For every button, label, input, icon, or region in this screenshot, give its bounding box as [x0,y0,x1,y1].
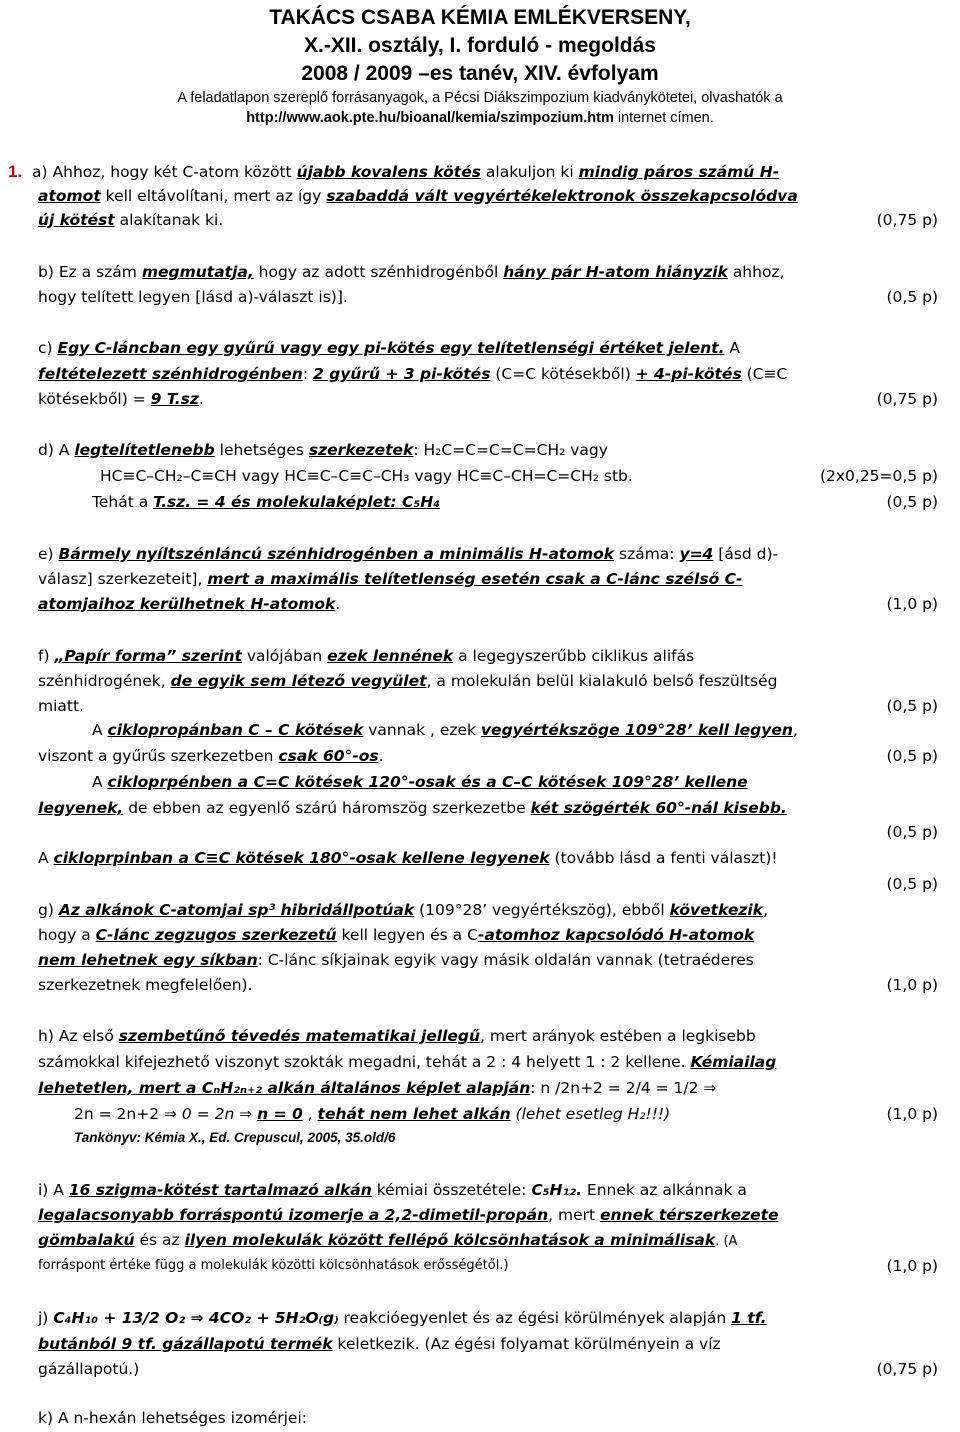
answer-j-line2: butánból 9 tf. gázállapotú termék keletkezik. (Az égési folyamat körülményein a víz [38,1335,721,1353]
answer-j-line1: j) C₄H₁₀ + 13/2 O₂ ⇒ 4CO₂ + 5H₂O₍g₎ reakcióegyenlet és az égési körülmények alapján 1 tf. [38,1309,767,1327]
answer-g-line4: szerkezetnek megfelelően). [38,976,253,994]
answer-f-line5-score: (0,5 p) [886,747,938,765]
question-number: 1. [8,162,23,181]
answer-d-line1: d) A legtelítetlenebb lehetséges szerkezetek: H₂C=C=C=C=CH₂ vagy [38,441,608,459]
answer-f-line9: A cikloprpinban a C≡C kötések 180°-osak kellene legyenek (tovább lásd a fenti választ)! [38,849,778,867]
answer-i-line4: forráspont értéke függ a molekulák közötti kölcsönhatások erősségétől.) [38,1258,509,1273]
answer-j-line3: gázállapotú.) [38,1360,140,1378]
answer-a-line3: új kötést alakítanak ki. [38,211,224,229]
answer-h-line4: 2n = 2n+2 ⇒ 0 = 2n ⇒ n = 0 , tehát nem lehet alkán (lehet esetleg H₂!!!) [74,1105,671,1123]
answer-f-line2: szénhidrogének, de egyik sem létező vegyület, a molekulán belül kialakuló belső feszültség [38,672,778,690]
answer-a-score: (0,75 p) [876,211,938,229]
answer-f-line3: miatt. [38,697,84,715]
answer-f-line4: A ciklopropánban C – C kötések vannak , ezek vegyértékszöge 109°28’ kell legyen, [92,721,798,739]
doc-title-line1: TAKÁCS CSABA KÉMIA EMLÉKVERSENY, [269,6,691,29]
answer-i-line1: i) A 16 szigma-kötést tartalmazó alkán kémiai összetétele: C₅H₁₂. Ennek az alkánnak a [38,1181,747,1199]
answer-d-score: (0,5 p) [886,493,938,511]
answer-e-score: (1,0 p) [886,595,938,613]
answer-d-line3: Tehát a T.sz. = 4 és molekulaképlet: C₅H₄ [92,493,441,511]
answer-d-line2: HC≡C–CH₂–C≡CH vagy HC≡C–C≡C–CH₃ vagy HC≡C–CH=C=CH₂ stb. [100,467,633,485]
answer-f-line7: legyenek, de ebben az egyenlő szárú háromszög szerkezetbe két szögérték 60°-nál kisebb. [38,799,787,817]
answer-i-score: (1,0 p) [886,1257,938,1275]
answer-g-line3: nem lehetnek egy síkban: C-lánc síkjainak egyik vagy másik oldalán vannak (tetraéderes [38,951,754,969]
answer-h-line2: számokkal kifejezhető viszonyt szokták megadni, tehát a 2 : 4 helyett 1 : 2 kellene. Kémiailag [38,1053,777,1071]
doc-title-line2: X.-XII. osztály, I. forduló - megoldás [304,34,656,57]
answer-e-line1: e) Bármely nyíltszénláncú szénhidrogénben a minimális H-atomok száma: y=4 [ásd d)- [38,545,779,563]
answer-i-line3: gömbalakú és az ilyen molekulák között fellépő kölcsönhatások a minimálisak. (A [38,1231,738,1249]
answer-a-line1: 1. a) Ahhoz, hogy két C-atom között újabb kovalens kötés alakuljon ki mindig páros számú H- [8,162,780,181]
answer-f-line5: viszont a gyűrűs szerkezetben csak 60°-os. [38,747,384,765]
answer-f-line3-score: (0,5 p) [886,697,938,715]
answer-f-line1: f) „Papír forma” szerint valójában ezek lennének a legegyszerűbb ciklikus alifás [38,647,695,665]
answer-b-line1: b) Ez a szám megmutatja, hogy az adott szénhidrogénből hány pár H-atom hiányzik ahhoz, [38,263,785,281]
answer-b-score: (0,5 p) [886,288,938,306]
doc-source-url: http://www.aok.pte.hu/bioanal/kemia/szimpozium.htm internet címen. [246,110,714,126]
answer-c-score: (0,75 p) [876,390,938,408]
answer-f-line8-score: (0,5 p) [886,823,938,841]
answer-c-line2: feltételezett szénhidrogénben: 2 gyűrű + 3 pi-kötés (C=C kötésekből) + 4-pi-kötés (C≡C [38,365,788,383]
answer-a-line2: atomot kell eltávolítani, mert az így szabaddá vált vegyértékelektronok összekapcsolódva [38,187,798,205]
answer-c-line1: c) Egy C-láncban egy gyűrű vagy egy pi-kötés egy telítetlenségi értéket jelent. A [38,339,741,357]
answer-e-line3: atomjaihoz kerülhetnek H-atomok. [38,595,341,613]
answer-h-line3: lehetetlen, mert a CₙH₂ₙ₊₂ alkán általános képlet alapján: n /2n+2 = 2/4 = 1/2 ⇒ [38,1079,717,1097]
answer-k-line1: k) A n-hexán lehetséges izomérjei: [38,1409,307,1427]
doc-title-line3: 2008 / 2009 –es tanév, XIV. évfolyam [301,62,659,85]
answer-i-line2: legalacsonyabb forráspontú izomerje a 2,2-dimetil-propán, mert ennek térszerkezete [38,1206,779,1224]
answer-g-line1: g) Az alkánok C-atomjai sp³ hibridállpotúak (109°28’ vegyértékszög), ebből következik, [38,901,768,919]
answer-c-line3: kötésekből) = 9 T.sz. [38,390,204,408]
answer-j-score: (0,75 p) [876,1360,938,1378]
answer-d-line2-score: (2x0,25=0,5 p) [819,467,938,485]
answer-e-line2: válasz] szerkezeteit], mert a maximális telítetlenség esetén csak a C-lánc szélső C- [38,570,743,588]
answer-h-score: (1,0 p) [886,1105,938,1123]
answer-g-score: (1,0 p) [886,976,938,994]
answer-h-reference: Tankönyv: Kémia X., Ed. Crepuscul, 2005, 35.old/6 [74,1130,396,1145]
answer-f-line6: A cikloprpénben a C=C kötések 120°-osak és a C–C kötések 109°28’ kellene [92,773,748,791]
answer-h-line1: h) Az első szembetűnő tévedés matematikai jellegű, mert arányok estében a legkisebb [38,1027,756,1045]
doc-source-note: A feladatlapon szereplő forrásanyagok, a Pécsi Diákszimpozium kiadványkötetei, olvashatók a [177,90,783,106]
answer-b-line2: hogy telített legyen [lásd a)-választ is)]. [38,288,348,306]
answer-g-line2: hogy a C-lánc zegzugos szerkezetű kell legyen és a C-atomhoz kapcsolódó H-atomok [38,926,755,944]
answer-f-line10-score: (0,5 p) [886,875,938,893]
